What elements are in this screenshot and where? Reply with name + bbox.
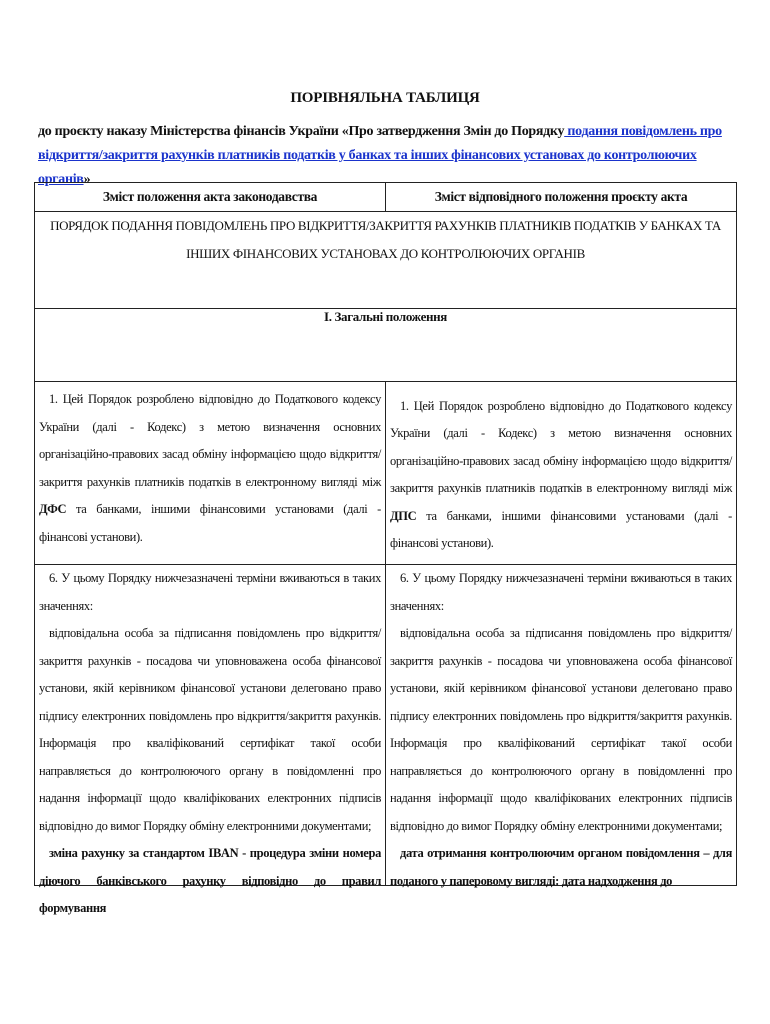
paragraph-6-current-intro: 6. У цьому Порядку нижчезазначені терміни вживаються в таких значеннях: xyxy=(39,571,381,613)
paragraph-1-draft-cell xyxy=(386,382,737,565)
table-row-section xyxy=(35,309,737,382)
paragraph-1-current-text xyxy=(39,386,381,551)
document-name-cell: ПОРЯДОК ПОДАННЯ ПОВІДОМЛЕНЬ ПРО ВІДКРИТТЯ/ЗАКРИТТЯ РАХУНКІВ ПЛАТНИКІВ ПОДАТКІВ У БАНКАХ ТА ІНШИХ ФІНАНСОВИХ УСТАНОВАХ ДО КОНТРОЛЮЮЧИХ ОРГАНІВ xyxy=(35,212,737,309)
paragraph-6-current-bold-term: зміна рахунку за стандартом IBAN - процедура зміни номера діючого банківського рахунку відповідно до правил формування xyxy=(39,846,381,915)
paragraph-1-draft-part-b: та банками, іншими фінансовими установами (далі - фінансові установи). xyxy=(390,508,732,550)
table-header-row xyxy=(35,183,737,212)
subtitle-closing-quote: » xyxy=(83,172,91,187)
page-title: ПОРІВНЯЛЬНА ТАБЛИЦЯ xyxy=(290,90,480,106)
paragraph-6-current-highlight xyxy=(39,840,381,923)
paragraph-6-draft-highlight xyxy=(390,840,732,895)
paragraph-6-draft-intro: 6. У цьому Порядку нижчезазначені терміни вживаються в таких значеннях: xyxy=(390,571,732,613)
paragraph-1-current-highlight: ДФС xyxy=(39,502,67,516)
paragraph-6-current-content xyxy=(39,565,381,915)
paragraph-1-current-cell xyxy=(35,382,386,565)
paragraph-6-draft-cell xyxy=(386,565,737,886)
table-row-paragraph-6 xyxy=(35,565,737,886)
paragraph-6-draft-content xyxy=(390,565,732,888)
paragraph-1-draft-text xyxy=(390,393,732,558)
paragraph-6-current-cell xyxy=(35,565,386,915)
paragraph-1-current-part-b: та банками, іншими фінансовими установами (далі - фінансові установи). xyxy=(39,502,381,544)
column-header-current: Зміст положення акта законодавства xyxy=(35,183,386,212)
paragraph-6-draft-definition: відповідальна особа за підписання повідомлень про відкриття/закриття рахунків - посадова чи уповноважена особа фінансової установи, якій керівником фінансової установи делеговано право підпису електронних повідомлень про відкриття/закриття рахунків. Інформація про кваліфікований сертифікат такої особи направляється до контролюючого органу в повідомленні про надання інформації щодо кваліфікованих електронних підписів відповідно до вимог Порядку обміну електронними документами; xyxy=(390,626,732,833)
subtitle-link[interactable]: подання повідомлень про відкриття/закриття рахунків платників податків у банках та інших фінансових установах до контролюючих органів xyxy=(38,124,722,187)
paragraph-6-current-definition: відповідальна особа за підписання повідомлень про відкриття/закриття рахунків - посадова чи уповноважена особа фінансової установи, якій керівником фінансової установи делеговано право підпису електронних повідомлень про відкриття/закриття рахунків. Інформація про кваліфікований сертифікат такої особи направляється до контролюючого органу в повідомленні про надання інформації щодо кваліфікованих електронних підписів відповідно до вимог Порядку обміну електронними документами; xyxy=(39,626,381,833)
paragraph-6-draft-bold-term: дата отримання контролюючим органом повідомлення – для поданого у паперовому вигляді: дата надходження до xyxy=(390,846,732,888)
paragraph-1-draft-highlight: ДПС xyxy=(390,508,417,523)
paragraph-1-draft-part-a: 1. Цей Порядок розроблено відповідно до Податкового кодексу України (далі - Кодекс) з метою визначення основних організаційно-правових засад обміну інформацією щодо відкриття/закриття рахунків платників податків в електронному вигляді між xyxy=(390,398,732,495)
column-header-draft: Зміст відповідного положення проєкту акта xyxy=(386,183,737,212)
paragraph-1-current-part-a: 1. Цей Порядок розроблено відповідно до Податкового кодексу України (далі - Кодекс) з метою визначення основних організаційно-правових засад обміну інформацією щодо відкриття/закриття рахунків платників податків в електронному вигляді між xyxy=(39,392,381,489)
subtitle-text: до проєкту наказу Міністерства фінансів України «Про затвердження Змін до Порядку xyxy=(38,124,565,139)
table-row-doc-name xyxy=(35,212,737,309)
comparison-table xyxy=(34,182,737,915)
section-heading-cell: I. Загальні положення xyxy=(35,309,737,382)
table-row-paragraph-1 xyxy=(35,382,737,565)
